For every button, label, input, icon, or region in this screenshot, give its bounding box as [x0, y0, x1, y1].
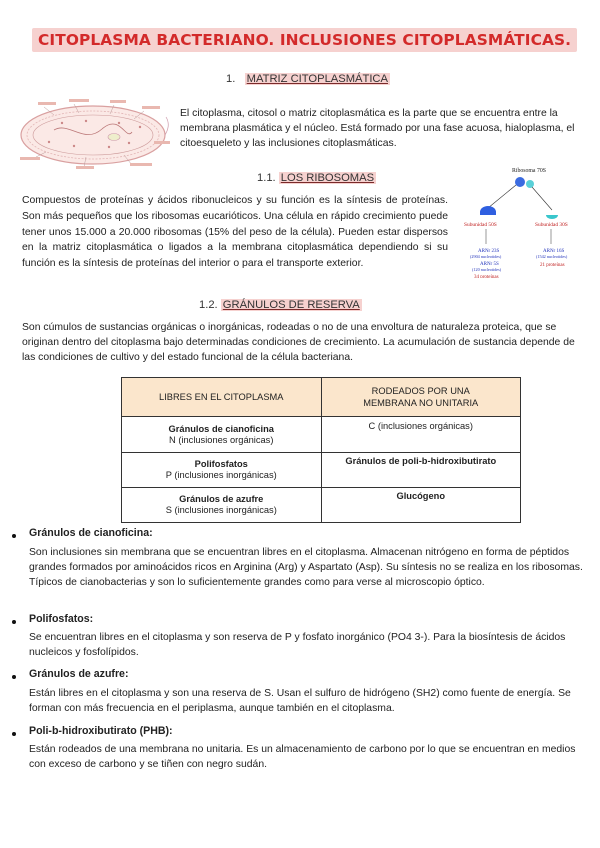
subunit-50s-label: Subunidad 50S — [464, 222, 497, 228]
subunit-30s-shape — [546, 215, 558, 219]
section-1-title: MATRIZ CITOPLASMÁTICA — [246, 73, 388, 85]
bullet-title-phb: Poli-b-hidroxibutirato (PHB): — [29, 725, 173, 737]
proteins-30s-label: 21 proteínas — [540, 263, 565, 268]
rrna-16s-size: (1542 nucleotides) — [536, 254, 568, 259]
bullet-text-cianoficina: Son inclusiones sin membrana que se encuentran libres en el citoplasma. Almacenan nitrógeno en forma de péptidos grandes formados por aminoácidos ricos en Arginina (Arg) y Aspartato (Asp). Su síntesis no se realiza en los ribosomas. Típicos de cianobacterias y son lo suficientemente grandes como para verse al microscopio óptico. — [29, 547, 583, 588]
inclusions-table — [121, 377, 521, 523]
section-1-number: 1. — [226, 73, 236, 85]
bullet-dot — [12, 620, 16, 624]
table-cell — [122, 488, 322, 523]
bullet-title-azufre: Gránulos de azufre: — [29, 668, 129, 680]
table-cell — [122, 417, 322, 453]
proteins-50s-label: 34 proteínas — [474, 275, 499, 278]
table-cell: Gránulos de poli-b-hidroxibutirato — [321, 453, 521, 488]
table-header-membrane: RODEADOS POR UNA MEMBRANA NO UNITARIA — [321, 378, 521, 417]
table-cell-sub: N (inclusiones orgánicas) — [169, 434, 274, 445]
rrna-16s-label: ARNr 16S — [543, 249, 565, 254]
bullet-text-phb: Están rodeados de una membrana no unitaria. Es un almacenamiento de carbono por lo que se encuentran en medios con exceso de carbono y se tiñen con negro sudán. — [29, 744, 576, 770]
section-1-1-title: LOS RIBOSOMAS — [280, 172, 375, 184]
bullet-dot — [12, 675, 16, 679]
page-title-banner — [32, 28, 577, 52]
section-1-heading — [226, 73, 390, 85]
rrna-23s-label: ARNr 23S — [478, 249, 500, 254]
page-title: CITOPLASMA BACTERIANO. INCLUSIONES CITOPLASMÁTICAS. — [38, 31, 572, 49]
rrna-5s-size: (120 nucleotides) — [472, 267, 502, 272]
table-cell: Glucógeno — [321, 488, 521, 523]
bacterial-cell-illustration — [14, 97, 174, 171]
bullet-dot — [12, 534, 16, 538]
table-cell — [122, 453, 322, 488]
table-row — [122, 417, 521, 453]
rrna-5s-label: ARNr 5S — [480, 262, 499, 267]
table-row — [122, 453, 521, 488]
bullet-text-azufre: Están libres en el citoplasma y son una reserva de S. Usan el sulfuro de hidrógeno (SH2) como fuente de energía. Se forman con más frecuencia en el periplasma, aunque también en el citoplasma. — [29, 688, 571, 714]
table-header-row — [122, 378, 521, 417]
rrna-23s-size: (2904 nucleotides) — [470, 254, 502, 259]
section-1-1-number: 1.1. — [257, 172, 276, 184]
table-cell-sub: P (inclusiones inorgánicas) — [165, 470, 277, 480]
table-cell-title: Polifosfatos — [194, 459, 248, 469]
table-header-free: LIBRES EN EL CITOPLASMA — [122, 378, 322, 417]
bullet-text-polifosfatos: Se encuentran libres en el citoplasma y son reserva de P y fosfato inorgánico (PO4 3-). Para la biosíntesis de ácidos nucleicos y fosfolípidos. — [29, 632, 566, 658]
section-1-2-heading — [199, 299, 362, 311]
table-cell-title: Gránulos de cianoficina — [168, 423, 274, 434]
ribosome-large-subunit-dot — [515, 177, 525, 187]
bullet-dot — [12, 732, 16, 736]
table-cell-title: Gránulos de azufre — [179, 494, 264, 504]
section-1-2-title: GRÁNULOS DE RESERVA — [222, 299, 360, 311]
bullet-title-polifosfatos: Polifosfatos: — [29, 613, 94, 625]
section-1-1-paragraph: Compuestos de proteínas y ácidos ribonucleicos y su función es la síntesis de proteínas. Son más pequeños que los ribosomas eucarióticos. Una célula en rápido crecimiento puede tener unos 15.000 a 20.000 ribosomas (15% del peso de la célula). Pueden estar dispersos en la matriz citoplasmática o ligados a la membrana citoplasmática dependiendo si su función es la síntesis de proteínas del interior o para el transporte exterior. — [22, 195, 448, 270]
section-1-paragraph: El citoplasma, citosol o matriz citoplasmática es la parte que se encuentra entre la membrana plasmática y el núcleo. Está formado por una fase acuosa, hialoplasma, el citoesqueleto y las inclusiones citoplasmáticas. — [180, 108, 575, 150]
subunit-50s-shape — [480, 206, 496, 215]
table-cell-sub: S (inclusiones inorgánicas) — [165, 505, 277, 515]
section-1-2-number: 1.2. — [199, 299, 218, 311]
bullet-title-cianoficina: Gránulos de cianoficina: — [29, 527, 153, 539]
ribosome-70s-label: Ribosoma 70S — [512, 168, 546, 174]
section-1-1-heading — [257, 172, 376, 184]
ribosome-small-subunit-dot — [526, 180, 534, 188]
ribosome-diagram — [458, 162, 598, 278]
table-row — [122, 488, 521, 523]
section-1-2-paragraph: Son cúmulos de sustancias orgánicas o inorgánicas, rodeadas o no de una envoltura de naturaleza proteica, que se originan dentro del citoplasma bajo determinadas condiciones de crecimiento. La acumulación de sustancia depende de las condiciones de cultivo y del estado funcional de la célula bacteriana. — [22, 322, 575, 364]
subunit-30s-label: Subunidad 30S — [535, 222, 568, 228]
table-cell: C (inclusiones orgánicas) — [321, 417, 521, 453]
